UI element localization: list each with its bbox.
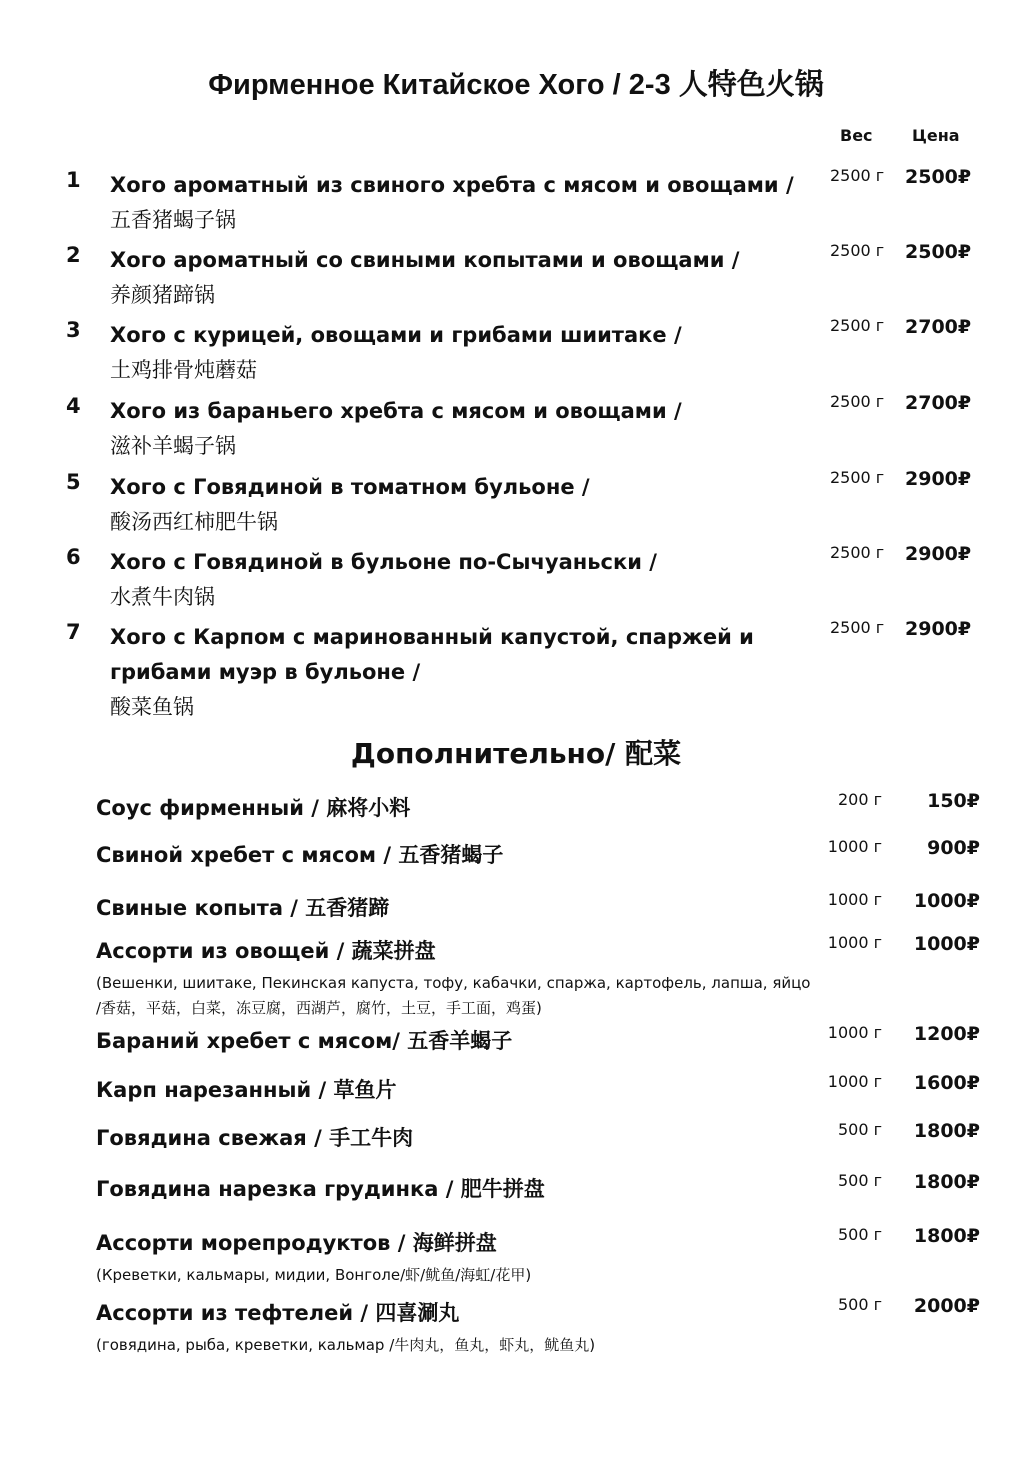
extra-price: 150₽ [927, 790, 980, 812]
extra-price: 1800₽ [913, 1120, 980, 1142]
item-name-cn: 滋补羊蝎子锅 [110, 434, 236, 458]
item-name-ru: Хого из бараньего хребта с мясом и овощами / [110, 399, 682, 423]
item-name [110, 545, 820, 615]
extra-name: Ассорти из тефтелей / 四喜涮丸 [96, 1301, 460, 1325]
item-weight: 2500 г [830, 316, 885, 335]
item-name [110, 470, 820, 540]
item-name-ru: Хого с Говядиной в бульоне по-Сычуаньски / [110, 550, 657, 574]
extra-note: (Вешенки, шиитаке, Пекинская капуста, тофу, кабачки, спаржа, картофель, лапша, яйцо /香菇，平菇，白菜，冻豆腐，西湖芦，腐竹，土豆，手工面，鸡蛋) [96, 974, 811, 1017]
item-name-ru: Хого с Карпом с маринованный капустой, спаржей и грибами муэр в бульоне / [110, 625, 754, 684]
item-price: 2500₽ [905, 241, 972, 263]
item-number: 1 [66, 168, 81, 192]
item-weight: 2500 г [830, 468, 885, 487]
weight-column-header: Вес [840, 126, 873, 145]
extra-name: Бараний хребет с мясом/ 五香羊蝎子 [96, 1029, 513, 1053]
item-name [110, 620, 820, 725]
extra-weight: 500 г [837, 1295, 882, 1314]
item-number: 4 [66, 394, 81, 418]
item-name-ru: Хого ароматный из свиного хребта с мясом и овощами / [110, 173, 794, 197]
item-number: 3 [66, 318, 81, 342]
extra-name: Говядина нарезка грудинка / 肥牛拼盘 [96, 1177, 545, 1201]
item-name [110, 394, 820, 464]
extra-weight: 1000 г [827, 890, 882, 909]
item-name-cn: 酸菜鱼锅 [110, 695, 194, 719]
item-name-cn: 酸汤西红柿肥牛锅 [110, 510, 278, 534]
item-number: 6 [66, 545, 81, 569]
extra-weight: 1000 г [827, 1072, 882, 1091]
extra-note: (говядина, рыба, креветки, кальмар /牛肉丸，鱼丸，虾丸，鱿鱼丸) [96, 1336, 596, 1354]
extra-weight: 500 г [837, 1225, 882, 1244]
extra-note: (Креветки, кальмары, мидии, Вонголе/虾/鱿鱼/海虹/花甲) [96, 1266, 532, 1284]
extra-weight: 500 г [837, 1171, 882, 1190]
item-price: 2900₽ [905, 618, 972, 640]
extra-price: 1000₽ [913, 933, 980, 955]
item-weight: 2500 г [830, 392, 885, 411]
item-name-cn: 水煮牛肉锅 [110, 585, 215, 609]
extra-name: Карп нарезанный / 草鱼片 [96, 1078, 397, 1102]
extra-name: Ассорти морепродуктов / 海鲜拼盘 [96, 1231, 497, 1255]
item-name-cn: 土鸡排骨炖蘑菇 [110, 358, 257, 382]
item-name [110, 243, 820, 313]
extra-price: 2000₽ [913, 1295, 980, 1317]
item-price: 2500₽ [905, 166, 972, 188]
item-name-ru: Хого с Говядиной в томатном бульоне / [110, 475, 590, 499]
extra-weight: 1000 г [827, 933, 882, 952]
extra-weight: 1000 г [827, 1023, 882, 1042]
item-number: 2 [66, 243, 81, 267]
extra-name: Ассорти из овощей / 蔬菜拼盘 [96, 939, 436, 963]
extra-name: Свиной хребет с мясом / 五香猪蝎子 [96, 843, 504, 867]
extra-price: 1200₽ [913, 1023, 980, 1045]
item-number: 5 [66, 470, 81, 494]
item-name-ru: Хого с курицей, овощами и грибами шиитаке / [110, 323, 682, 347]
extra-weight: 1000 г [827, 837, 882, 856]
extra-price: 1000₽ [913, 890, 980, 912]
price-column-header: Цена [912, 126, 960, 145]
extra-name: Говядина свежая / 手工牛肉 [96, 1126, 414, 1150]
extra-price: 1600₽ [913, 1072, 980, 1094]
menu-title: Фирменное Китайское Хого / 2-3 人特色火锅 [208, 69, 824, 101]
extra-name: Свиные копыта / 五香猪蹄 [96, 896, 390, 920]
item-number: 7 [66, 620, 81, 644]
item-price: 2700₽ [905, 316, 972, 338]
item-weight: 2500 г [830, 166, 885, 185]
extras-section-title: Дополнительно/ 配菜 [350, 737, 682, 770]
extra-weight: 500 г [837, 1120, 882, 1139]
extra-weight: 200 г [837, 790, 882, 809]
item-name-cn: 养颜猪蹄锅 [110, 283, 215, 307]
item-price: 2900₽ [905, 468, 972, 490]
item-name [110, 318, 820, 388]
item-name [110, 168, 820, 238]
extra-price: 900₽ [927, 837, 980, 859]
item-price: 2900₽ [905, 543, 972, 565]
item-weight: 2500 г [830, 543, 885, 562]
extra-price: 1800₽ [913, 1225, 980, 1247]
item-weight: 2500 г [830, 241, 885, 260]
item-price: 2700₽ [905, 392, 972, 414]
item-name-ru: Хого ароматный со свиными копытами и овощами / [110, 248, 740, 272]
extra-price: 1800₽ [913, 1171, 980, 1193]
extra-name: Соус фирменный / 麻将小料 [96, 796, 411, 820]
item-weight: 2500 г [830, 618, 885, 637]
item-name-cn: 五香猪蝎子锅 [110, 208, 236, 232]
